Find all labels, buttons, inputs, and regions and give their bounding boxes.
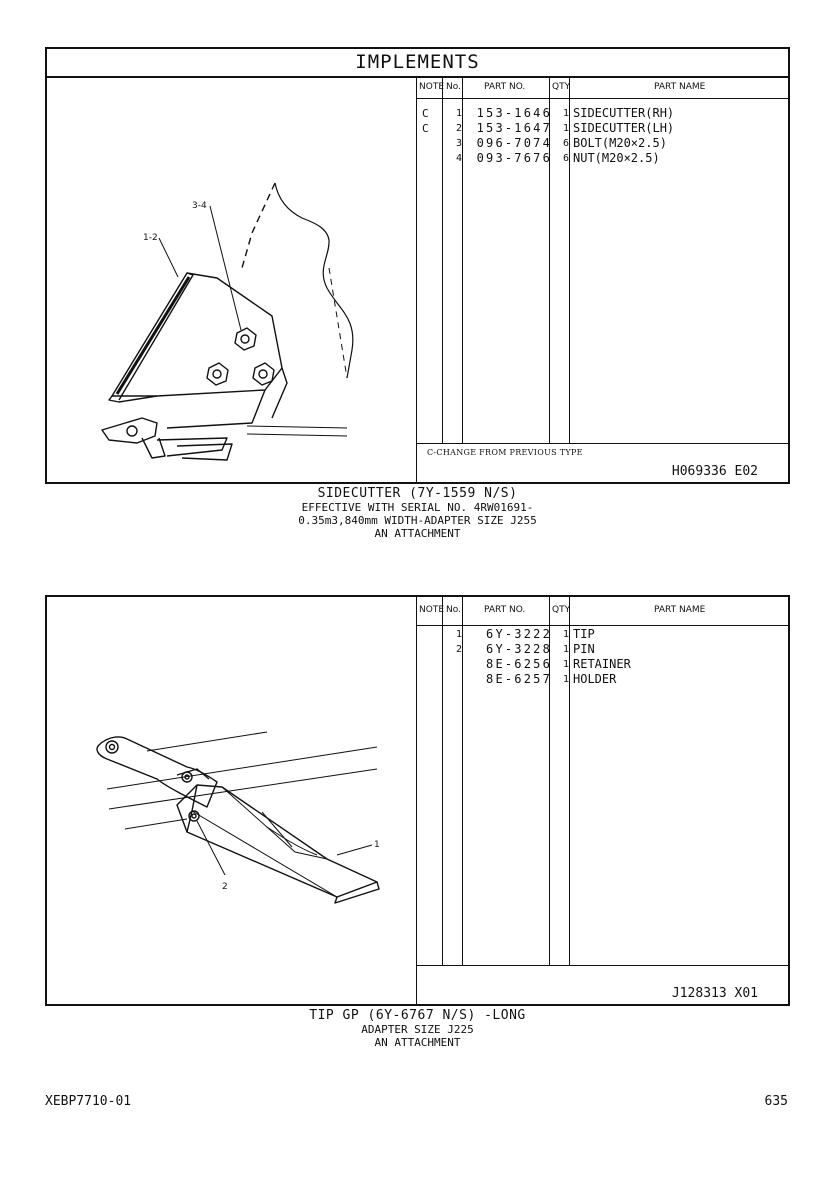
header-note: NOTE [419, 605, 445, 615]
sidecutter-drawing [47, 78, 418, 482]
table-row [417, 106, 788, 121]
header-part-no: PART NO. [484, 605, 526, 615]
row-part-name: BOLT(M20×2.5) [573, 136, 667, 150]
section-title: IMPLEMENTS [47, 49, 788, 78]
table-row [417, 672, 788, 687]
caption-line: 0.35m3,840mm WIDTH-ADAPTER SIZE J255 [298, 514, 537, 527]
sidecutter-parts-panel [45, 47, 790, 484]
tip-group-parts-panel [45, 595, 790, 1006]
row-part-no: 6Y-3228 [486, 642, 552, 656]
row-qty: 1 [562, 108, 569, 119]
row-part-no: 096-7074 [476, 136, 552, 150]
tip-drawing [47, 597, 418, 1004]
row-part-no: 153-1647 [476, 121, 552, 135]
document-id: XEBP7710-01 [45, 1094, 132, 1109]
caption-line: ADAPTER SIZE J225 [361, 1023, 474, 1036]
illustration-ref: H069336 E02 [671, 464, 758, 479]
row-no: 2 [455, 123, 462, 134]
row-part-no: 8E-6257 [486, 672, 552, 686]
row-part-name: SIDECUTTER(LH) [573, 121, 675, 135]
row-no: 1 [455, 629, 462, 640]
caption-line: EFFECTIVE WITH SERIAL NO. 4RW01691- [301, 501, 534, 514]
header-qty: QTY [552, 82, 571, 92]
caption-title: TIP GP (6Y-6767 N/S) -LONG [309, 1008, 526, 1023]
row-note: C [422, 107, 429, 120]
callout-1: 1 [374, 840, 380, 850]
row-no: 2 [455, 644, 462, 655]
table-row [417, 151, 788, 166]
row-qty: 6 [562, 153, 569, 164]
header-qty: QTY [552, 605, 571, 615]
callout-1-2: 1-2 [143, 233, 158, 243]
row-qty: 1 [562, 629, 569, 640]
row-part-name: PIN [573, 642, 595, 656]
row-part-name: RETAINER [573, 657, 631, 671]
header-note: NOTE [419, 82, 445, 92]
row-part-no: 093-7676 [476, 151, 552, 165]
row-qty: 6 [562, 138, 569, 149]
sidecutter-caption [45, 486, 790, 540]
table-row [417, 121, 788, 136]
tip-group-caption [45, 1008, 790, 1049]
header-no: No. [446, 605, 461, 615]
row-no: 4 [455, 153, 462, 164]
sidecutter-illustration [47, 78, 418, 482]
row-part-name: SIDECUTTER(RH) [573, 106, 675, 120]
callout-2: 2 [222, 882, 228, 892]
page-number: 635 [764, 1094, 788, 1109]
row-qty: 1 [562, 123, 569, 134]
header-part-name: PART NAME [654, 82, 706, 92]
row-no: 1 [455, 108, 462, 119]
illustration-ref: J128313 X01 [671, 986, 758, 1001]
row-no: 3 [455, 138, 462, 149]
row-part-no: 6Y-3222 [486, 627, 552, 641]
header-part-no: PART NO. [484, 82, 526, 92]
parts-list-table [416, 78, 788, 482]
row-part-name: TIP [573, 627, 595, 641]
table-footer [417, 443, 788, 482]
caption-line: AN ATTACHMENT [374, 1036, 461, 1049]
tip-illustration [47, 597, 418, 1004]
change-footnote: C-CHANGE FROM PREVIOUS TYPE [427, 448, 583, 457]
table-header [417, 597, 788, 626]
table-footer [417, 965, 788, 1004]
row-part-no: 153-1646 [476, 106, 552, 120]
table-row [417, 642, 788, 657]
row-part-name: NUT(M20×2.5) [573, 151, 660, 165]
header-no: No. [446, 82, 461, 92]
table-header [417, 78, 788, 99]
parts-list-table [416, 597, 788, 1004]
row-qty: 1 [562, 674, 569, 685]
row-note: C [422, 122, 429, 135]
table-row [417, 136, 788, 151]
caption-title: SIDECUTTER (7Y-1559 N/S) [317, 486, 518, 501]
row-part-name: HOLDER [573, 672, 617, 686]
caption-line: AN ATTACHMENT [374, 527, 461, 540]
row-part-no: 8E-6256 [486, 657, 552, 671]
header-part-name: PART NAME [654, 605, 706, 615]
table-row [417, 627, 788, 642]
callout-3-4: 3-4 [192, 201, 207, 211]
table-row [417, 657, 788, 672]
row-qty: 1 [562, 644, 569, 655]
row-qty: 1 [562, 659, 569, 670]
